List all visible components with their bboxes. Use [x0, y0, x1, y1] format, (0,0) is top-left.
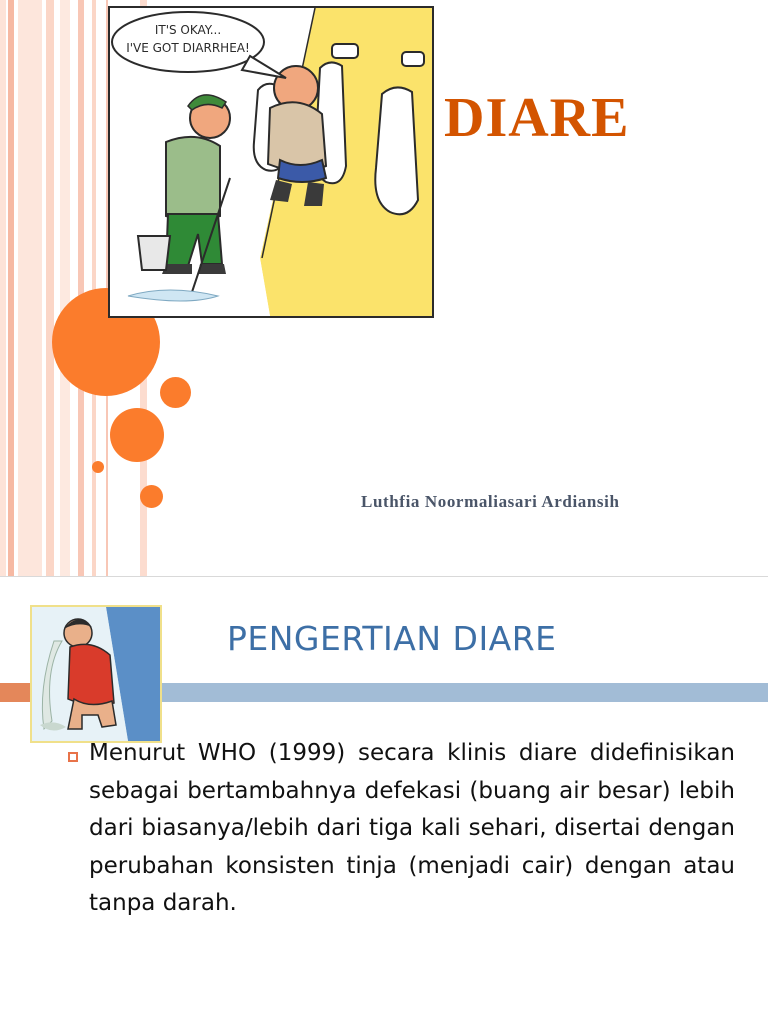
decor-stripe — [46, 0, 54, 576]
definition-slide — [0, 577, 768, 1024]
cartoon-drawing — [110, 8, 432, 316]
decor-circle — [92, 461, 104, 473]
child-drawing — [32, 607, 160, 741]
definition-text: Menurut WHO (1999) secara klinis diare didefinisikan sebagai bertambahnya defekasi (buang air besar) lebih dari biasanya/lebih dari tiga kali sehari, disertai dengan perubahan konsisten tinja (menjadi cair) dengan atau tanpa darah. — [89, 740, 735, 916]
sick-child-illustration — [30, 605, 162, 743]
decor-stripe — [60, 0, 70, 576]
decor-stripe — [18, 0, 42, 576]
slide-heading: PENGERTIAN DIARE — [227, 619, 557, 658]
speech-text-line2: I'VE GOT DIARRHEA! — [126, 41, 250, 55]
decor-circle — [110, 408, 164, 462]
decor-stripe — [8, 0, 14, 576]
decor-stripe — [0, 0, 6, 576]
decor-circle — [160, 377, 191, 408]
author-name: Luthfia Noormaliasari Ardiansih — [361, 492, 620, 511]
square-bullet-icon — [68, 752, 78, 762]
decor-circle — [140, 485, 163, 508]
heading-bar — [162, 683, 768, 702]
heading-bar-accent — [0, 683, 30, 702]
decor-stripe — [78, 0, 84, 576]
slide-title: DIARE — [444, 87, 630, 149]
speech-text-line1: IT'S OKAY... — [154, 23, 222, 37]
cartoon-illustration — [108, 6, 434, 318]
